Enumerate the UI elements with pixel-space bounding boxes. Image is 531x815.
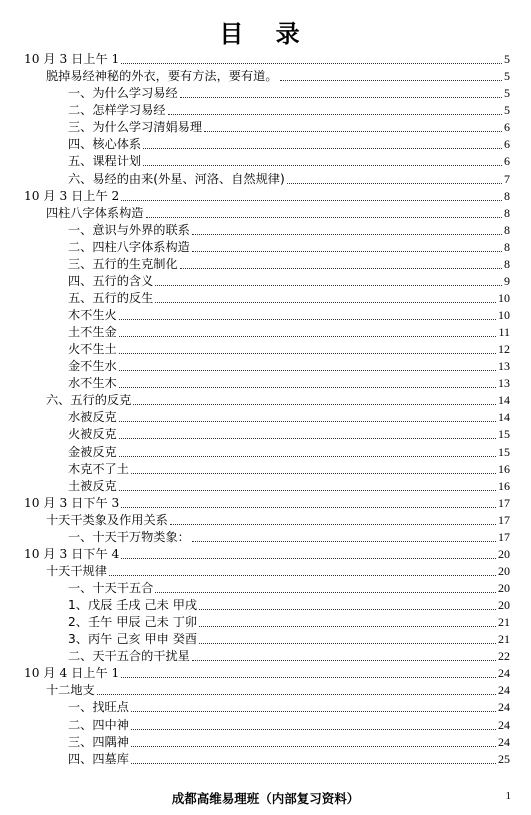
toc-entry-title: 四、四墓库: [68, 751, 129, 766]
toc-entry-page: 22: [498, 649, 510, 664]
dot-leader: [199, 609, 496, 610]
dot-leader: [119, 490, 496, 491]
page-number: 1: [505, 790, 511, 802]
toc-entry[interactable]: [24, 511, 510, 528]
toc-entry[interactable]: [24, 323, 510, 340]
toc-entry[interactable]: [24, 425, 510, 442]
toc-entry-title: 金被反克: [68, 444, 117, 459]
toc-entry-page: 14: [498, 410, 510, 425]
toc-entry[interactable]: [24, 357, 510, 374]
toc-entry-title: 四柱八字体系构造: [46, 205, 144, 220]
toc-entry-title: 一、为什么学习易经: [68, 86, 178, 101]
toc-entry[interactable]: [24, 698, 510, 715]
dot-leader: [143, 165, 502, 166]
dot-leader: [119, 387, 496, 388]
toc-entry-title: 一、意识与外界的联系: [68, 222, 190, 237]
toc-entry-title: 金不生水: [68, 359, 117, 374]
dot-leader: [155, 285, 502, 286]
toc-entry[interactable]: [24, 187, 510, 204]
toc-entry-page: 20: [498, 581, 510, 595]
toc-entry-page: 20: [498, 563, 510, 578]
dot-leader: [192, 234, 502, 235]
toc-entry[interactable]: [24, 647, 510, 664]
toc-entry-page: 21: [498, 615, 510, 630]
toc-entry-title: 六、易经的由来(外星、河洛、自然规律): [68, 171, 285, 186]
dot-leader: [109, 575, 496, 576]
toc-entry-title: 脱掉易经神秘的外衣，要有方法，要有道。: [46, 69, 278, 84]
toc-title: 目 录: [219, 20, 312, 48]
toc-entry[interactable]: [24, 135, 510, 152]
dot-leader: [131, 711, 496, 712]
toc-entry-page: 25: [498, 751, 510, 766]
dot-leader: [287, 183, 502, 184]
dot-leader: [131, 729, 496, 730]
toc-entry-title: 一、十天干五合: [68, 581, 154, 595]
toc-entry[interactable]: [24, 477, 510, 494]
toc-entry[interactable]: [24, 630, 510, 647]
toc-entry[interactable]: [24, 289, 510, 306]
toc-entry[interactable]: [24, 460, 510, 477]
toc-entry-title: 十天干规律: [46, 563, 107, 578]
toc-entry[interactable]: [24, 221, 510, 238]
dot-leader: [133, 404, 496, 405]
toc-entry[interactable]: [24, 613, 510, 630]
toc-entry-page: 17: [498, 495, 510, 510]
toc-entry-page: 5: [504, 86, 510, 101]
toc-entry-page: 24: [498, 717, 510, 732]
toc-entry-page: 10: [498, 290, 510, 305]
dot-leader: [119, 370, 496, 371]
toc-entry-title: 10 月 3 日上午 1: [24, 52, 120, 67]
toc-entry-title: 土被反克: [68, 478, 117, 493]
toc-entry[interactable]: [24, 391, 510, 408]
dot-leader: [97, 694, 496, 695]
dot-leader: [192, 541, 496, 542]
dot-leader: [121, 200, 502, 201]
toc-entry-title: 五、课程计划: [68, 154, 142, 169]
toc-entry-title: 水被反克: [68, 410, 117, 425]
toc-entry-page: 8: [504, 188, 510, 203]
toc-entry[interactable]: [24, 442, 510, 459]
dot-leader: [143, 148, 502, 149]
toc-entry-page: 12: [498, 342, 510, 357]
toc-entry-page: 15: [498, 427, 510, 442]
toc-entry-page: 24: [498, 734, 510, 749]
toc-entry-page: 5: [504, 103, 510, 118]
toc-entry-page: 13: [498, 359, 510, 374]
toc-entry-title: 十天干类象及作用关系: [46, 512, 168, 527]
dot-leader: [119, 438, 496, 439]
toc-entry[interactable]: [24, 101, 510, 118]
dot-leader: [119, 353, 496, 354]
toc-entry[interactable]: [24, 681, 510, 698]
toc-entry[interactable]: [24, 204, 510, 221]
toc-entry-title: 火不生土: [68, 342, 117, 357]
toc-entry-page: 5: [504, 69, 510, 84]
toc-entry-title: 二、四柱八字体系构造: [68, 239, 190, 254]
dot-leader: [155, 302, 496, 303]
toc-entry[interactable]: [24, 494, 510, 511]
toc-entry[interactable]: [24, 67, 510, 84]
toc-entry-page: 6: [504, 137, 510, 152]
toc-entry-page: 9: [504, 273, 510, 288]
toc-entry-title: 火被反克: [68, 427, 117, 442]
dot-leader: [180, 268, 502, 269]
toc-entry[interactable]: [24, 169, 510, 186]
toc-entry-title: 1、戊辰 壬戌 己未 甲戌: [68, 598, 198, 613]
toc-entry-title: 二、四中神: [68, 717, 129, 732]
toc-entry[interactable]: [24, 238, 510, 255]
toc-entry-page: 24: [498, 700, 510, 715]
toc-entry[interactable]: [24, 664, 510, 681]
toc-entry-page: 24: [498, 666, 510, 681]
toc-entry-page: 11: [498, 325, 510, 340]
dot-leader: [146, 217, 503, 218]
toc-entry-title: 三、五行的生克制化: [68, 256, 178, 271]
toc-entry-title: 水不生木: [68, 376, 117, 391]
toc-entry[interactable]: [24, 733, 510, 750]
toc-entry[interactable]: [24, 84, 510, 101]
toc-entry-title: 三、为什么学习清娟易理: [68, 120, 203, 135]
toc-entry[interactable]: [24, 374, 510, 391]
toc-entry-page: 8: [504, 222, 510, 237]
toc-entry[interactable]: [24, 750, 510, 767]
dot-leader: [131, 763, 496, 764]
dot-leader: [119, 336, 497, 337]
toc-entry[interactable]: [24, 579, 510, 596]
toc-entry[interactable]: [24, 528, 510, 545]
toc-entry-title: 3、丙午 己亥 甲申 癸酉: [68, 632, 198, 647]
toc-entry-title: 10 月 3 日上午 2: [24, 188, 120, 203]
toc-entry-page: 17: [498, 529, 510, 544]
toc-entry-title: 二、天干五合的干扰星: [68, 649, 190, 664]
toc-entry[interactable]: [24, 562, 510, 579]
toc-entry-page: 21: [498, 632, 510, 647]
toc-entry-title: 五、五行的反生: [68, 290, 154, 305]
toc-entry-page: 16: [498, 478, 510, 493]
toc-entry-title: 一、十天干万物类象：: [68, 529, 190, 544]
footer-text: 成都高维易理班（内部复习资料）: [171, 791, 360, 806]
toc-entry[interactable]: [24, 272, 510, 289]
dot-leader: [199, 626, 496, 627]
toc-entry-page: 10: [498, 308, 510, 322]
toc-entry-page: 8: [504, 256, 510, 271]
toc-entry[interactable]: [24, 255, 510, 272]
toc-entry[interactable]: [24, 118, 510, 135]
dot-leader: [170, 524, 496, 525]
dot-leader: [199, 643, 496, 644]
toc-entry-title: 10 月 3 日下午 4: [24, 546, 120, 561]
toc-entry-page: 7: [504, 171, 510, 186]
dot-leader: [180, 97, 502, 98]
dot-leader: [121, 677, 496, 678]
toc-entry-page: 6: [504, 154, 510, 169]
dot-leader: [168, 114, 503, 115]
toc-entry-title: 木不生火: [68, 308, 117, 322]
toc-entry-page: 17: [498, 512, 510, 527]
toc-entry-page: 15: [498, 444, 510, 459]
toc-entry-title: 二、怎样学习易经: [68, 103, 166, 118]
dot-leader: [280, 80, 502, 81]
toc-entry-title: 10 月 3 日下午 3: [24, 495, 120, 510]
toc-entry-title: 三、四隅神: [68, 734, 129, 749]
toc-entry[interactable]: [24, 408, 510, 425]
toc-entry-title: 十二地支: [46, 683, 95, 698]
toc-entry[interactable]: [24, 596, 510, 613]
dot-leader: [121, 507, 496, 508]
toc-entry-title: 木克不了土: [68, 461, 129, 476]
dot-leader: [121, 63, 502, 64]
toc-entry[interactable]: [24, 50, 510, 67]
toc-entry[interactable]: [24, 306, 510, 323]
toc-entry[interactable]: [24, 340, 510, 357]
toc-entry-title: 2、壬午 甲辰 己未 丁卯: [68, 615, 198, 630]
toc-entry-page: 20: [498, 598, 510, 613]
toc-entry[interactable]: [24, 152, 510, 169]
dot-leader: [119, 319, 496, 320]
toc-entry-page: 5: [504, 52, 510, 67]
toc-entry-page: 14: [498, 393, 510, 408]
table-of-contents: [24, 50, 510, 767]
toc-entry-page: 16: [498, 461, 510, 476]
toc-entry-page: 20: [498, 546, 510, 561]
dot-leader: [119, 421, 496, 422]
dot-leader: [192, 660, 496, 661]
toc-entry[interactable]: [24, 545, 510, 562]
toc-entry-title: 一、找旺点: [68, 700, 129, 715]
toc-entry-title: 四、五行的含义: [68, 273, 154, 288]
toc-entry-page: 13: [498, 376, 510, 391]
dot-leader: [131, 746, 496, 747]
toc-entry-title: 10 月 4 日上午 1: [24, 666, 120, 681]
toc-entry-title: 土不生金: [68, 325, 117, 340]
dot-leader: [119, 456, 496, 457]
toc-entry-title: 六、五行的反克: [46, 393, 132, 408]
toc-entry-page: 24: [498, 683, 510, 698]
dot-leader: [121, 558, 496, 559]
dot-leader: [192, 251, 502, 252]
toc-entry[interactable]: [24, 715, 510, 732]
toc-entry-page: 8: [504, 239, 510, 254]
toc-entry-page: 6: [504, 120, 510, 135]
dot-leader: [131, 473, 496, 474]
dot-leader: [155, 592, 496, 593]
toc-entry-page: 8: [504, 205, 510, 220]
toc-entry-title: 四、核心体系: [68, 137, 142, 152]
dot-leader: [204, 131, 502, 132]
